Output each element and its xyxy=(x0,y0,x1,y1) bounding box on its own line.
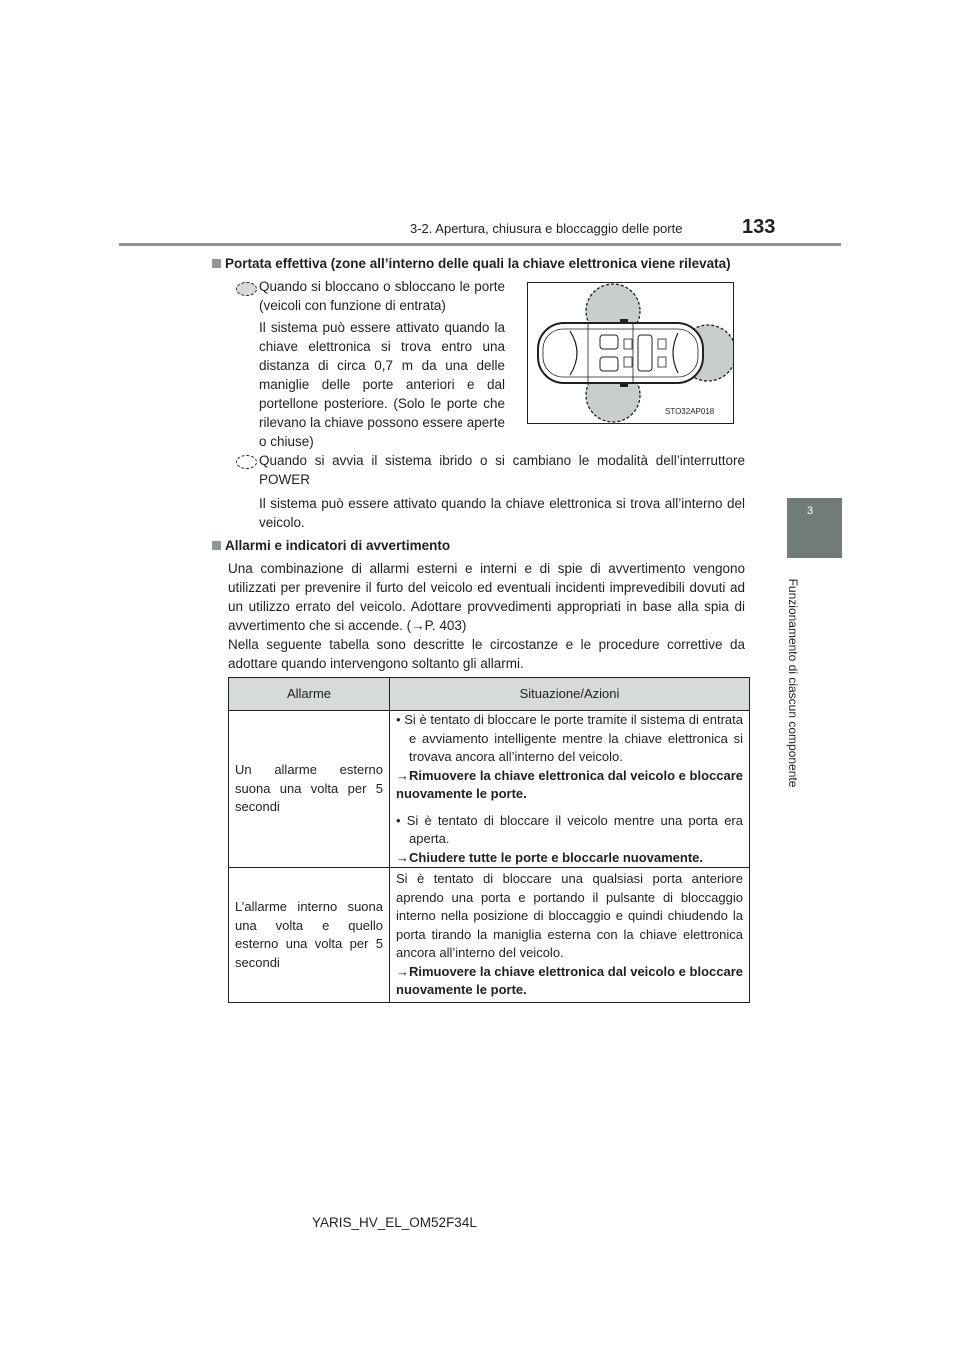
alarms-paragraph-2: Nella seguente tabella sono descritte le circostanze e le procedure correttive da adottare quando intervengono soltanto gli allarmi. xyxy=(228,637,745,671)
seat-front-right xyxy=(600,357,618,371)
car-body xyxy=(538,323,703,383)
table-header-row xyxy=(229,678,750,711)
square-bullet-icon xyxy=(212,541,221,550)
alarm-cell: L’allarme interno suona una volta e quello esterno una volta per 5 secondi xyxy=(229,868,390,1003)
page-number: 133 xyxy=(742,216,776,238)
actions-cell xyxy=(390,868,750,1003)
inner-range-bullet-icon xyxy=(236,455,257,469)
door-handle-top xyxy=(620,319,628,323)
situation-text: Si è tentato di bloccare una qualsiasi porta anteriore aprendo una porta e portando il pulsante di bloccaggio interno nella posizione di bloccaggio e quindi chiudendo la porta tirando la maniglia esterna con la chiave elettronica ancora all’interno del veicolo. xyxy=(396,871,743,961)
heading-alarms xyxy=(212,538,752,553)
car-top-view-illustration xyxy=(528,283,733,423)
chapter-tab xyxy=(787,498,842,558)
table-header-alarm: Allarme xyxy=(229,678,390,711)
detection-zone-figure xyxy=(527,282,734,424)
rear-seat xyxy=(638,335,652,371)
outer-range-bullet-icon xyxy=(236,282,257,296)
chapter-title: Funzionamento di ciascun componente xyxy=(786,578,800,788)
table-header-actions: Situazione/Azioni xyxy=(390,678,750,711)
square-bullet-icon xyxy=(212,259,221,268)
heading-text: Allarmi e indicatori di avvertimento xyxy=(225,538,451,553)
item1-title: Quando si bloccano o sbloccano le porte (veicoli con funzione di entrata) xyxy=(259,279,505,313)
alarm-cell: Un allarme esterno suona una volta per 5 secondi xyxy=(229,711,390,868)
heading-text: Portata effettiva (zone all’interno delle quali la chiave elettronica viene rilevata) xyxy=(225,256,731,271)
seat-front-left xyxy=(600,335,618,349)
remedy-text: →Rimuovere la chiave elettronica dal veicolo e bloccare nuovamente le porte. xyxy=(396,767,743,801)
item2-body: Il sistema può essere attivato quando la chiave elettronica si trova all’interno del veicolo. xyxy=(259,496,745,530)
situation-text: • Si è tentato di bloccare il veicolo mentre una porta era aperta. xyxy=(396,812,743,846)
situation-text: • Si è tentato di bloccare le porte tramite il sistema di entrata e avviamento intelligente mentre la chiave elettronica si trovava ancora all’interno del veicolo. xyxy=(396,712,743,764)
actions-cell xyxy=(390,711,750,868)
door-handle-bottom xyxy=(620,383,628,387)
remedy-text: →Rimuovere la chiave elettronica dal veicolo e bloccare nuovamente le porte. xyxy=(396,963,743,998)
remedy-text: →Chiudere tutte le porte e bloccarle nuovamente. xyxy=(396,849,704,865)
item1-body: Il sistema può essere attivato quando la chiave elettronica si trova entro una distanza di circa 0,7 m da una delle maniglie delle porte anteriori e dal portellone posteriore. (Solo le porte che rilevano la chiave possono essere aperte o chiuse) xyxy=(259,320,505,449)
header-rule xyxy=(119,243,841,246)
footer-document-code: YARIS_HV_EL_OM52F34L xyxy=(312,1215,477,1230)
alarms-paragraph-1: Una combinazione di allarmi esterni e interni e di spie di avvertimento vengono utilizzati per prevenire il furto del veicolo ed eventuali incidenti imprevedibili dovuti ad un utilizzo errato del veicolo. Adottare provvedimenti appropriati in base alla spia di avvertimento che si accende. (→P. 403) xyxy=(228,561,745,633)
chapter-title-vertical xyxy=(783,578,803,788)
header-section-title: 3-2. Apertura, chiusura e bloccaggio delle porte xyxy=(410,221,683,236)
table-row xyxy=(229,868,750,1003)
heading-effective-range xyxy=(212,256,752,271)
alarm-table xyxy=(228,677,750,1003)
chapter-number: 3 xyxy=(807,505,814,517)
figure-code: STO32AP018 xyxy=(665,407,715,416)
item2-title: Quando si avvia il sistema ibrido o si cambiano le modalità dell’interruttore POWER xyxy=(259,453,745,487)
table-row xyxy=(229,711,750,868)
